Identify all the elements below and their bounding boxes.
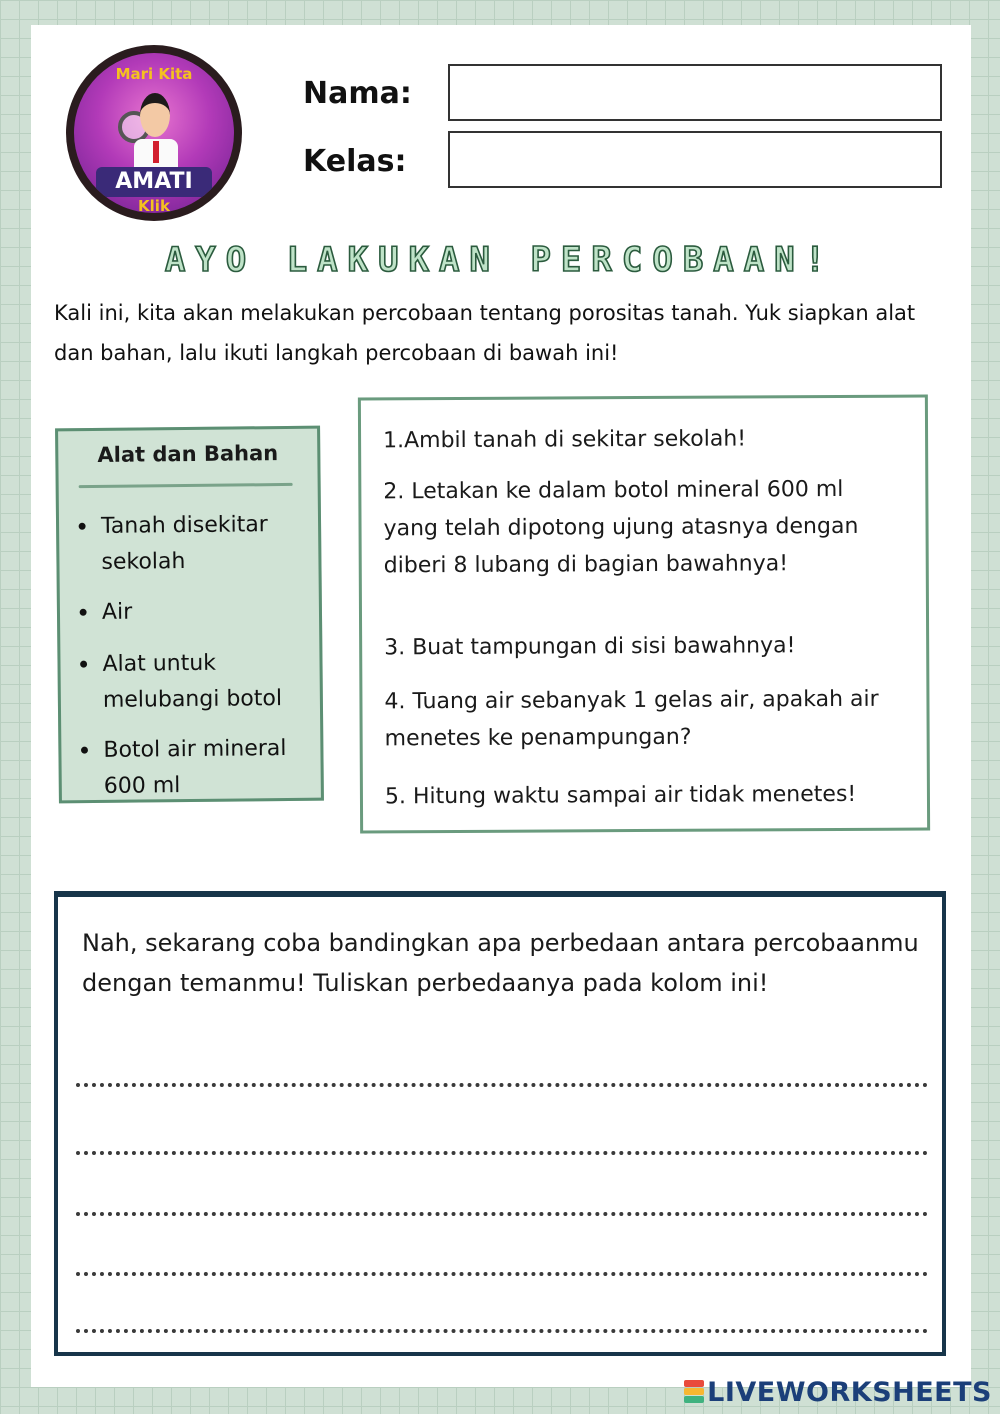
answer-line[interactable] bbox=[76, 1083, 928, 1087]
logo-banner-text: AMATI bbox=[96, 167, 212, 197]
materials-item: • Botol air mineral 600 ml bbox=[103, 731, 307, 805]
class-input[interactable] bbox=[448, 131, 942, 188]
logo-top-text: Mari Kita bbox=[115, 65, 193, 83]
step-item: 1.Ambil tanah di sekitar sekolah! bbox=[383, 426, 747, 454]
materials-item: • Alat untuk melubangi botol bbox=[102, 645, 306, 719]
liveworksheets-logo-icon bbox=[684, 1380, 704, 1404]
class-label: Kelas: bbox=[303, 144, 407, 179]
student-tie-icon bbox=[153, 141, 159, 163]
name-label: Nama: bbox=[303, 76, 412, 111]
name-input[interactable] bbox=[448, 64, 942, 121]
answer-line[interactable] bbox=[76, 1329, 928, 1333]
logo-bottom-text: Klik bbox=[138, 197, 170, 213]
answer-line[interactable] bbox=[76, 1272, 928, 1276]
step-item: 4. Tuang air sebanyak 1 gelas air, apakah air menetes ke penampungan? bbox=[384, 686, 879, 752]
materials-divider bbox=[79, 483, 293, 488]
answer-box bbox=[54, 891, 946, 1356]
mari-kita-amati-logo bbox=[66, 45, 242, 221]
step-item: 2. Letakan ke dalam botol mineral 600 ml yang telah dipotong ujung atasnya dengan diberi 8 lubang di bagian bawahnya! bbox=[383, 476, 859, 579]
intro-text: Kali ini, kita akan melakukan percobaan tentang porositas tanah. Yuk siapkan alat dan bahan, lalu ikuti langkah percobaan di bawah ini! bbox=[54, 301, 916, 365]
liveworksheets-watermark[interactable] bbox=[684, 1377, 992, 1408]
watermark-text: LIVEWORKSHEETS bbox=[707, 1377, 992, 1408]
answer-prompt: Nah, sekarang coba bandingkan apa perbedaan antara percobaanmu dengan temanmu! Tuliskan perbedaanya pada kolom ini! bbox=[82, 929, 919, 997]
materials-item: • Tanah disekitar sekolah bbox=[101, 507, 305, 581]
step-item: 5. Hitung waktu sampai air tidak menetes! bbox=[384, 781, 857, 810]
materials-heading: Alat dan Bahan bbox=[97, 441, 279, 467]
materials-box bbox=[55, 426, 324, 804]
student-head-icon bbox=[140, 93, 170, 137]
materials-item: • Air bbox=[102, 593, 305, 631]
steps-box bbox=[358, 395, 930, 834]
page-title: AYO LAKUKAN PERCOBAAN! bbox=[164, 240, 836, 280]
answer-line[interactable] bbox=[76, 1212, 928, 1216]
materials-list bbox=[59, 507, 307, 824]
answer-line[interactable] bbox=[76, 1151, 928, 1155]
step-item: 3. Buat tampungan di sisi bawahnya! bbox=[384, 633, 796, 661]
